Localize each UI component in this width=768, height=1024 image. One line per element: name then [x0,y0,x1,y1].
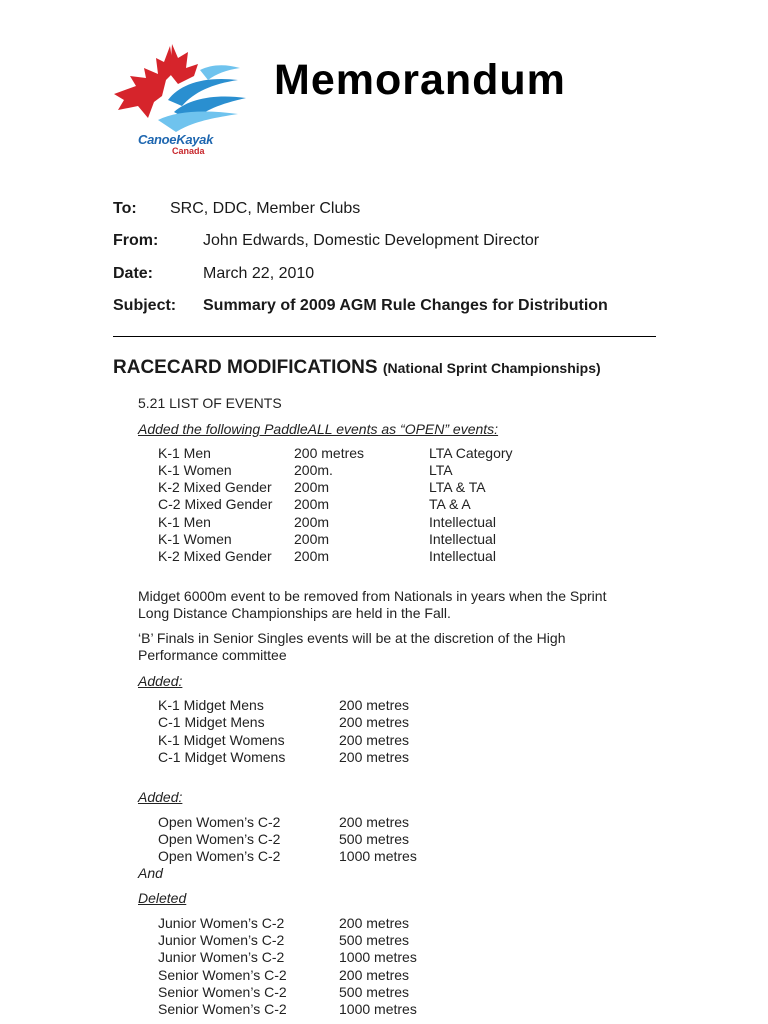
subject-row [113,297,608,315]
event-boat: Senior Women’s C-2 [158,1001,287,1017]
from-label: From: [113,232,159,249]
event-boat: K-1 Women [158,462,232,478]
date-value: March 22, 2010 [203,265,315,282]
event-boat: Open Women’s C-2 [158,848,281,864]
event-boat: K-1 Women [158,531,232,547]
event-boat: Open Women’s C-2 [158,831,281,847]
event-boat: C-2 Mixed Gender [158,496,273,512]
event-distance: 200m. [294,462,333,478]
event-boat: Junior Women’s C-2 [158,949,285,965]
event-distance: 200 metres [339,714,410,730]
date-row [113,265,315,283]
logo-text-canada: Canada [172,146,205,156]
added-label-2: Added: [138,789,183,805]
event-distance: 200m [294,496,330,512]
event-boat: Open Women’s C-2 [158,814,281,830]
event-boat: C-1 Midget Womens [158,749,286,765]
event-distance: 200 metres [339,732,410,748]
added-label-1: Added: [138,673,183,689]
section-subtitle: (National Sprint Championships) [382,360,601,376]
event-distance: 200m [294,514,330,530]
section-heading [113,357,601,379]
event-distance: 200 metres [339,814,410,830]
event-boat: Junior Women’s C-2 [158,932,285,948]
event-boat: K-1 Midget Mens [158,697,264,713]
b-finals-paragraph-line2: Performance committee [138,647,287,663]
canoekayak-canada-logo [108,40,250,158]
from-row [113,232,540,250]
event-distance: 200 metres [339,915,410,931]
section-title: RACECARD MODIFICATIONS [113,357,378,378]
event-category: Intellectual [429,531,496,547]
midget-paragraph-line2: Long Distance Championships are held in the Fall. [138,605,451,621]
event-distance: 200 metres [339,697,410,713]
event-distance: 1000 metres [339,848,417,864]
event-distance: 200m [294,531,330,547]
date-label: Date: [113,265,154,282]
and-label: And [138,865,163,881]
event-distance: 200 metres [294,445,365,461]
event-distance: 200m [294,548,330,564]
event-distance: 1000 metres [339,949,417,965]
event-distance: 500 metres [339,984,410,1000]
header-divider [113,336,656,337]
event-distance: 200 metres [339,749,410,765]
events-added-intro: Added the following PaddleALL events as “OPEN” events: [138,421,499,437]
event-distance: 500 metres [339,932,410,948]
event-boat: C-1 Midget Mens [158,714,265,730]
to-value: SRC, DDC, Member Clubs [170,200,361,217]
event-boat: K-2 Mixed Gender [158,479,272,495]
maple-leaf-wave-icon [108,40,250,140]
event-boat: K-1 Men [158,514,211,530]
event-category: LTA Category [429,445,513,461]
deleted-label: Deleted [138,890,187,906]
event-boat: Senior Women’s C-2 [158,984,287,1000]
event-category: Intellectual [429,548,496,564]
events-heading: 5.21 LIST OF EVENTS [138,395,282,411]
to-label: To: [113,200,137,217]
event-boat: Junior Women’s C-2 [158,915,285,931]
event-distance: 1000 metres [339,1001,417,1017]
logo-text-canoekayak: CanoeKayak [138,132,214,147]
event-boat: Senior Women’s C-2 [158,967,287,983]
midget-paragraph-line1: Midget 6000m event to be removed from Nationals in years when the Sprint [138,588,607,604]
event-distance: 200 metres [339,967,410,983]
subject-label: Subject: [113,297,177,314]
b-finals-paragraph-line1: ‘B’ Finals in Senior Singles events will be at the discretion of the High [138,630,566,646]
event-category: LTA [429,462,453,478]
memo-title: Memorandum [274,56,566,104]
event-distance: 200m [294,479,330,495]
event-category: LTA & TA [429,479,486,495]
event-boat: K-1 Midget Womens [158,732,285,748]
to-row [113,200,361,218]
from-value: John Edwards, Domestic Development Director [203,232,540,249]
event-boat: K-1 Men [158,445,211,461]
event-category: TA & A [429,496,471,512]
event-distance: 500 metres [339,831,410,847]
subject-value: Summary of 2009 AGM Rule Changes for Distribution [203,297,608,314]
event-boat: K-2 Mixed Gender [158,548,272,564]
event-category: Intellectual [429,514,496,530]
